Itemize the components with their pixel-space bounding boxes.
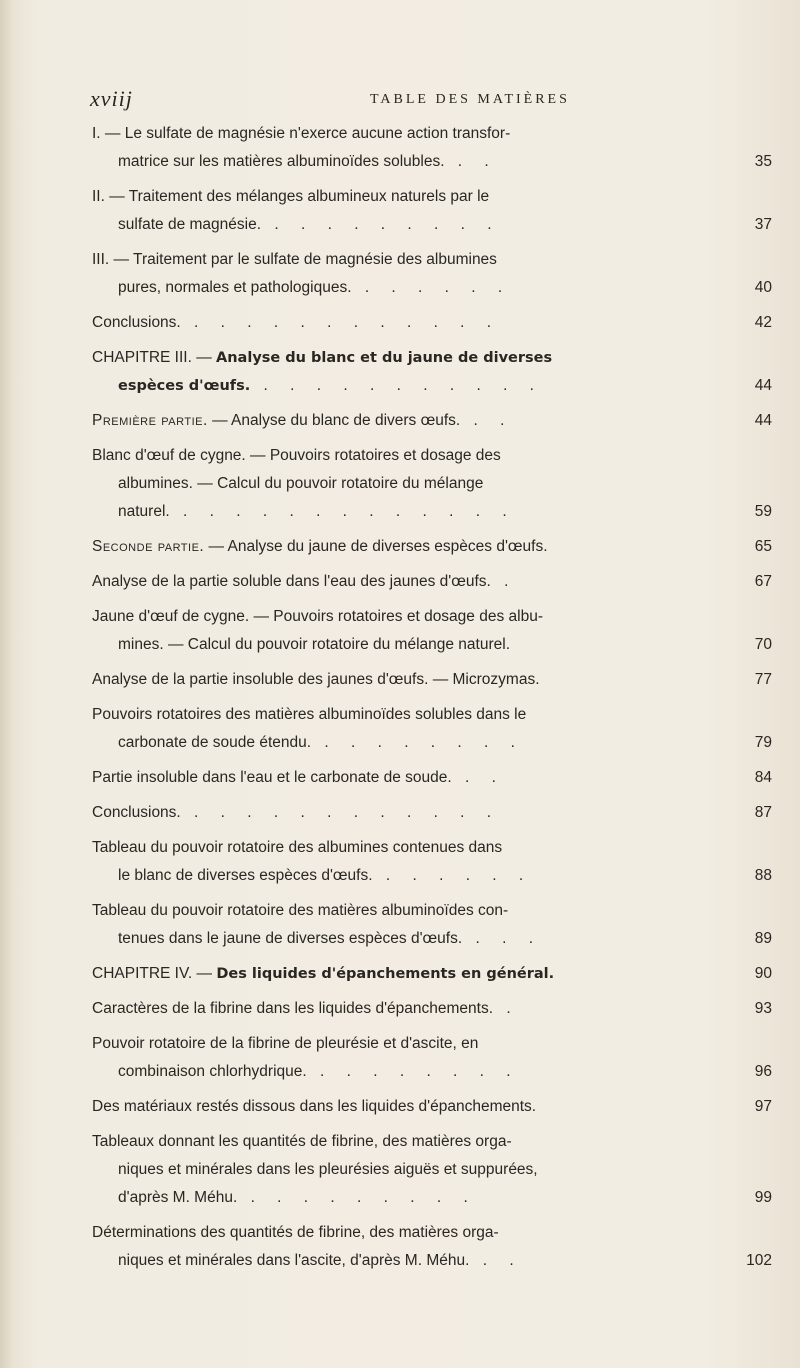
toc-entry-text: Des matériaux restés dissous dans les liquides d'épanchements. [92, 1098, 537, 1115]
toc-entry-line [92, 148, 720, 176]
part-heading: Première partie. [92, 412, 208, 429]
toc-page-number: 99 [754, 1189, 772, 1206]
toc-entry-text: Tableau du pouvoir rotatoire des albumines contenues dans [92, 839, 503, 856]
dot-leaders: . . [460, 412, 514, 429]
toc-entry [92, 120, 772, 176]
toc-entry-text: le blanc de diverses espèces d'œufs. [118, 867, 373, 884]
toc-entry-text: pures, normales et pathologiques. [118, 279, 352, 296]
dot-leaders: . . . . . . . . . . . . [180, 804, 501, 821]
toc-entry [92, 701, 772, 757]
toc-entry-text: Analyse de la partie soluble dans l'eau des jaunes d'œufs. [92, 573, 491, 590]
toc-page-number: 93 [754, 1000, 772, 1017]
dot-leaders: . . . . . . . . . . . . . [169, 503, 516, 520]
toc-entry-text: Analyse de la partie insoluble des jaunes d'œufs. — Microzymas. [92, 671, 540, 688]
toc-entry-text: III. — Traitement par le sulfate de magnésie des albumines [92, 251, 497, 268]
toc-page-number: 40 [754, 279, 772, 296]
toc-entry-line [92, 960, 720, 988]
toc-page-number: 44 [754, 412, 772, 429]
toc-entry-line [92, 1184, 720, 1212]
toc-page-number: 77 [754, 671, 772, 688]
toc-entry [92, 1128, 772, 1212]
toc-entry-line [92, 309, 720, 337]
toc-page-number: 102 [746, 1252, 772, 1269]
dot-leaders: . [490, 573, 518, 590]
toc-entry [92, 960, 772, 988]
toc-entry-text: Conclusions. [92, 314, 181, 331]
toc-entry-line [92, 1058, 720, 1086]
toc-entry-text: Jaune d'œuf de cygne. — Pouvoirs rotatoires et dosage des albu- [92, 608, 543, 625]
dot-leaders: . . [444, 153, 498, 170]
dot-leaders: . . [451, 769, 505, 786]
toc-entry-text: Conclusions. [92, 804, 181, 821]
toc-page-number: 96 [754, 1063, 772, 1080]
toc-entry-text: combinaison chlorhydrique. [118, 1063, 307, 1080]
toc-entry-line [92, 442, 720, 470]
toc-entry-text: II. — Traitement des mélanges albumineux naturels par le [92, 188, 490, 205]
toc-page-number: 42 [754, 314, 772, 331]
toc-entry-line [92, 1219, 720, 1247]
toc-page-number: 90 [754, 965, 772, 982]
dot-leaders: . [493, 1000, 520, 1017]
toc-entry [92, 183, 772, 239]
page-gutter-shadow [0, 0, 14, 1368]
toc-entry [92, 309, 772, 337]
toc-entry-line [92, 274, 720, 302]
toc-entry-line [92, 533, 720, 561]
toc-entry-line [92, 995, 720, 1023]
toc-page-number: 89 [754, 930, 772, 947]
toc-entry-text: CHAPITRE III. — [92, 349, 217, 366]
toc-entry-text: Blanc d'œuf de cygne. — Pouvoirs rotatoires et dosage des [92, 447, 501, 464]
toc-entry [92, 897, 772, 953]
toc-entry-line [92, 568, 720, 596]
toc-entry-text: niques et minérales dans les pleurésies aiguës et suppurées, [118, 1161, 538, 1178]
toc-entry-text: sulfate de magnésie. [118, 216, 262, 233]
toc-entry [92, 666, 772, 694]
toc-entry-line [92, 372, 720, 400]
toc-entry-line [92, 246, 720, 274]
dot-leaders: . . . . . . [351, 279, 512, 296]
toc-entry-line [92, 729, 720, 757]
dot-leaders: . . . . . . . . [306, 1063, 520, 1080]
toc-entry [92, 1093, 772, 1121]
toc-page-number: 84 [754, 769, 772, 786]
toc-entry-line [92, 407, 720, 435]
toc-entry-line [92, 799, 720, 827]
toc-entry-text: CHAPITRE IV. — [92, 965, 217, 982]
toc-page-number: 88 [754, 867, 772, 884]
toc-page-number: 44 [754, 377, 772, 394]
toc-page-number: 79 [754, 734, 772, 751]
toc-entry [92, 603, 772, 659]
toc-entry-text: — Analyse du jaune de diverses espèces d'œufs. [204, 538, 548, 555]
dot-leaders: . . . . . . . . . [237, 1189, 477, 1206]
toc-entry-line [92, 862, 720, 890]
toc-entry-line [92, 666, 720, 694]
toc-entry [92, 764, 772, 792]
toc-entry-line [92, 1093, 720, 1121]
toc-entry-line [92, 1128, 720, 1156]
toc-entry [92, 407, 772, 435]
toc-entry-line [92, 120, 720, 148]
toc-entry-line [92, 183, 720, 211]
dot-leaders: . . . . . . . . . . . . [180, 314, 501, 331]
toc-entry-line [92, 344, 720, 372]
toc-entry-line [92, 631, 720, 659]
toc-entry-text: Pouvoir rotatoire de la fibrine de pleurésie et d'ascite, en [92, 1035, 479, 1052]
toc-entry-line [92, 603, 720, 631]
dot-leaders: . . . . . . . . . . . [250, 377, 543, 394]
page-header [0, 86, 800, 116]
toc-page-number: 37 [754, 216, 772, 233]
toc-entry-text: niques et minérales dans l'ascite, d'après M. Méhu. [118, 1252, 470, 1269]
toc-page-number: 67 [754, 573, 772, 590]
toc-entry-text: tenues dans le jaune de diverses espèces d'œufs. [118, 930, 463, 947]
toc-entry-text: — Analyse du blanc de divers œufs. [207, 412, 461, 429]
toc-entry [92, 246, 772, 302]
chapter-title: espèces d'œufs. [118, 378, 251, 394]
toc-entry-line [92, 925, 720, 953]
toc-page-number: 97 [754, 1098, 772, 1115]
toc-entry-line [92, 764, 720, 792]
page-folio: xviij [90, 86, 133, 111]
running-title: TABLE DES MATIÈRES [370, 92, 570, 107]
toc-page-number: 70 [754, 636, 772, 653]
toc-entry-text: mines. — Calcul du pouvoir rotatoire du mélange naturel. [118, 636, 511, 653]
dot-leaders: . . . . . . . . [311, 734, 524, 751]
toc-entry-line [92, 498, 720, 526]
toc-entry-text: Tableau du pouvoir rotatoire des matières albuminoïdes con- [92, 902, 509, 919]
toc-entry-text: naturel. [118, 503, 170, 520]
dot-leaders: . . [469, 1252, 523, 1269]
dot-leaders: . . . . . . . . . [261, 216, 501, 233]
toc-entry-text: Déterminations des quantités de fibrine, des matières orga- [92, 1224, 499, 1241]
toc-page-number: 65 [754, 538, 772, 555]
toc-entry [92, 442, 772, 526]
toc-entry [92, 568, 772, 596]
table-of-contents [92, 120, 772, 1282]
toc-entry [92, 995, 772, 1023]
toc-entry [92, 344, 772, 400]
toc-entry-line [92, 470, 720, 498]
toc-entry [92, 834, 772, 890]
toc-entry [92, 799, 772, 827]
toc-page-number: 35 [754, 153, 772, 170]
toc-entry-line [92, 211, 720, 239]
toc-page-number: 87 [754, 804, 772, 821]
toc-entry-line [92, 1030, 720, 1058]
toc-entry-text: Caractères de la fibrine dans les liquides d'épanchements. [92, 1000, 494, 1017]
toc-entry [92, 1030, 772, 1086]
toc-entry-text: carbonate de soude étendu. [118, 734, 312, 751]
toc-entry-line [92, 701, 720, 729]
toc-entry [92, 1219, 772, 1275]
toc-entry-line [92, 1247, 720, 1275]
toc-entry-line [92, 897, 720, 925]
toc-entry-text: I. — Le sulfate de magnésie n'exerce aucune action transfor- [92, 125, 511, 142]
toc-page-number: 59 [754, 503, 772, 520]
dot-leaders: . . . [462, 930, 543, 947]
toc-entry-text: matrice sur les matières albuminoïdes solubles. [118, 153, 445, 170]
toc-entry [92, 533, 772, 561]
part-heading: Seconde partie. [92, 538, 205, 555]
toc-entry-text: Partie insoluble dans l'eau et le carbonate de soude. [92, 769, 452, 786]
toc-entry-text: d'après M. Méhu. [118, 1189, 238, 1206]
toc-entry-text: Pouvoirs rotatoires des matières albuminoïdes solubles dans le [92, 706, 527, 723]
chapter-title: Des liquides d'épanchements en général. [216, 966, 555, 982]
toc-entry-text: albumines. — Calcul du pouvoir rotatoire du mélange [118, 475, 484, 492]
toc-entry-text: Tableaux donnant les quantités de fibrine, des matières orga- [92, 1133, 512, 1150]
dot-leaders: . . . . . . [372, 867, 533, 884]
chapter-title: Analyse du blanc et du jaune de diverses [216, 350, 553, 366]
toc-entry-line [92, 834, 720, 862]
toc-entry-line [92, 1156, 720, 1184]
